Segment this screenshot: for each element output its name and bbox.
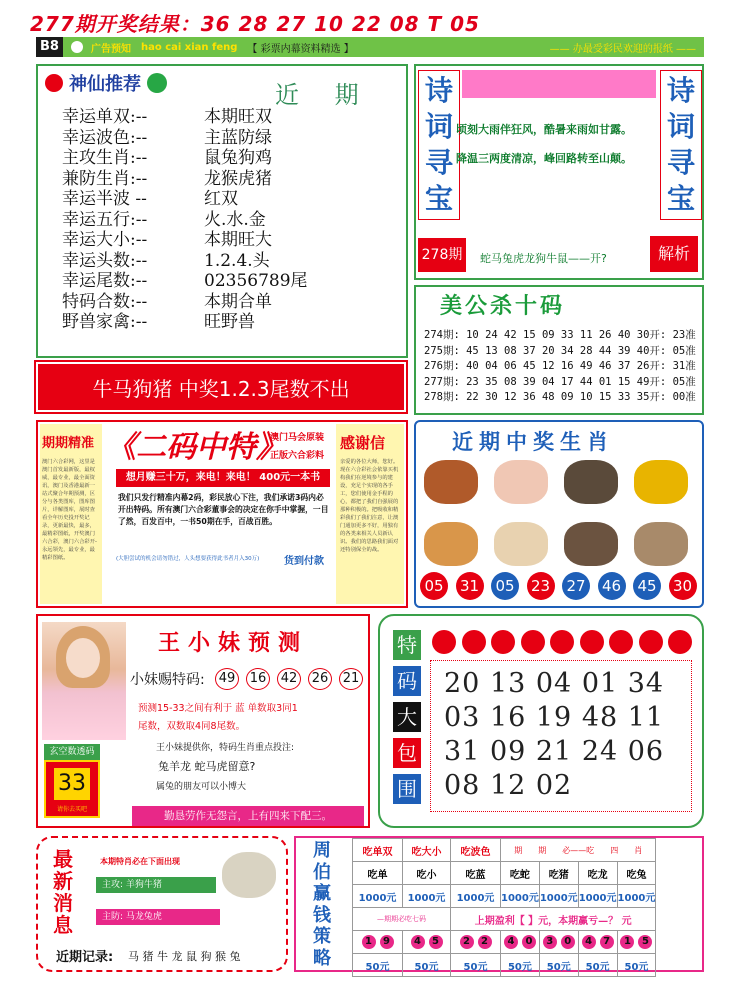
immortal-key: 幸运头数:-- (62, 250, 148, 271)
hamster-icon (424, 522, 478, 566)
zbo-ball-cell (353, 931, 403, 954)
wang-title: 王小妹预测 (158, 630, 309, 656)
zbo-head-cell: 吃波色 (451, 839, 501, 862)
horse-icon (424, 460, 478, 504)
twocode-main-title: 《二码中特》 (106, 430, 286, 465)
wang-p3: 王小妹提供你，特码生肖重点投注: (156, 743, 295, 753)
subtitle-label: 【 彩票内幕资料精选 】 (247, 43, 354, 55)
mystic-box (44, 760, 100, 818)
rabbit-icon (634, 522, 688, 566)
zbo-stake-cell: 50元 (451, 954, 501, 977)
news-title-char: 息 (53, 913, 73, 937)
immortal-row (62, 312, 392, 333)
news-title-char: 最 (53, 847, 73, 871)
news-fang: 主防: 马龙兔虎 (96, 909, 220, 925)
twocode-sub2: 正版六合彩料 (270, 451, 325, 461)
zbo-title-char: 策 (313, 926, 331, 947)
record-text: 马 猪 牛 龙 鼠 狗 猴 兔 (128, 950, 241, 963)
thanks-title: 感谢信 (340, 434, 386, 452)
tema-row: 20 13 04 01 34 (444, 668, 665, 699)
poem-line-1: 顷刻大雨伴狂风，酷暑来雨如甘露。 (456, 123, 632, 136)
tema-row: 03 16 19 48 11 (444, 702, 665, 733)
record-label: 近期记录: (56, 950, 114, 965)
tema-code: 42 (277, 668, 301, 690)
tema-row: 31 09 21 24 06 (444, 736, 665, 767)
zbo-head-part: 肖 (634, 845, 643, 855)
wang-p4: 兔羊龙 蛇马虎留意? (158, 760, 256, 773)
zbo-ball: 5 (638, 935, 652, 949)
green-dot-icon (147, 73, 167, 93)
kill-title: 美公杀十码 (440, 293, 566, 319)
tema-code: 21 (339, 668, 363, 690)
zbo-ball-cell (501, 931, 540, 954)
immortal-row (62, 210, 392, 231)
zbo-row (353, 931, 656, 954)
immortal-list (62, 107, 392, 333)
zbo-ball: 1 (362, 935, 376, 949)
avatar (42, 622, 126, 740)
news-title (50, 848, 76, 936)
zbo-head-part: 期 (514, 845, 523, 855)
zbo-ball: 2 (460, 935, 474, 949)
immortal-key: 幸运五行:-- (62, 209, 148, 230)
ox-icon (564, 460, 618, 504)
wang-p1: 预测15-33之间有利于 蓝 单数取3同1 (138, 703, 298, 714)
immortal-value: 本期旺大 (204, 230, 272, 250)
immortal-row (62, 107, 392, 128)
tema-code: 16 (246, 668, 270, 690)
kill-row: 274期: 10 24 42 15 09 33 11 26 40 30开: 23准 (424, 329, 696, 341)
immortal-value: 1.2.4.头 (204, 250, 270, 271)
kill-list (424, 328, 696, 406)
tema-code: 26 (308, 668, 332, 690)
riddle-text: 蛇马兔虎龙狗牛鼠——开? (480, 252, 607, 265)
zbo-ball: 2 (478, 935, 492, 949)
immortal-value: 本期旺双 (204, 107, 272, 127)
tema-row: 08 12 02 (444, 770, 573, 801)
twocode-promo: 想月赚三十万，来电！来电！ 400元一本书 (116, 469, 330, 487)
red-ball-icon (609, 630, 633, 654)
zbo-ball: 3 (543, 935, 557, 949)
immortal-value: 主蓝防绿 (204, 127, 272, 148)
poem-char: 宝 (666, 182, 695, 215)
immortal-key: 幸运半波 -- (62, 189, 147, 209)
zbo-title-char: 钱 (313, 904, 331, 926)
zbo-stake-cell: 50元 (501, 954, 540, 977)
poem-char: 宝 (424, 182, 453, 215)
kill-row: 275期: 45 13 08 37 20 34 28 44 39 40开: 05准 (424, 344, 696, 357)
kill-row: 276期: 40 04 06 45 12 16 49 46 37 26开: 31准 (424, 360, 696, 373)
zbo-amount-cell: 1000元 (617, 885, 656, 908)
immortal-row (62, 251, 392, 272)
zbo-ball: 5 (429, 935, 443, 949)
poem-char: 寻 (666, 146, 695, 179)
poem-char: 诗 (424, 74, 453, 107)
zbo-amount-cell: 1000元 (501, 885, 540, 908)
kill-row: 277期: 23 35 08 39 04 17 44 01 15 49开: 05准 (424, 375, 696, 388)
zbo-head-cell (501, 839, 656, 862)
zbo-ball: 4 (582, 935, 596, 949)
zbo-bet-cell: 吃蛇 (501, 862, 540, 885)
red-ball-icon (491, 630, 515, 654)
news-title-char: 消 (53, 891, 73, 915)
red-dot-icon (45, 74, 63, 92)
zbo-stake-cell: 50元 (353, 954, 403, 977)
immortal-value: 龙猴虎猪 (204, 168, 272, 189)
recent-label: 近 期 (275, 81, 373, 109)
immortal-value: 02356789尾 (204, 271, 308, 291)
news-title-char: 新 (53, 869, 73, 893)
zodiac-number-ball: 46 (598, 572, 626, 600)
face-icon (66, 638, 100, 678)
immortal-key: 野兽家禽:-- (62, 312, 148, 332)
zodiac-number-ball: 45 (633, 572, 661, 600)
immortal-row (62, 230, 392, 251)
immortal-key: 特码合数:-- (62, 291, 148, 312)
tema-side-char: 码 (393, 666, 421, 696)
twocode-sub1: 澳门马会原装 (270, 433, 325, 443)
zbo-amount-cell: 1000元 (353, 885, 403, 908)
zbo-bet-cell: 吃龙 (578, 862, 617, 885)
monkey-icon (564, 522, 618, 566)
dog-icon (494, 522, 548, 566)
explain-button[interactable]: 解析 (650, 236, 698, 272)
immortal-value: 红双 (204, 189, 238, 209)
circle-icon (71, 41, 83, 53)
zbo-head-part: 四 (610, 845, 619, 855)
zbo-ball-cell (617, 931, 656, 954)
twocode-footer2: 货到付款 (284, 556, 324, 567)
zbo-ball-cell (539, 931, 578, 954)
tema-rows (444, 667, 664, 803)
zbo-stake-cell: 50元 (403, 954, 451, 977)
zbo-amount-cell: 1000元 (578, 885, 617, 908)
zbo-stake-cell: 50元 (578, 954, 617, 977)
red-ball-icon (639, 630, 663, 654)
immortal-row (62, 271, 392, 292)
twocode-footer: (大胆尝试的机会请勿错过，人头想要获得此书者月入30万) (116, 556, 260, 562)
zbo-ball: 0 (522, 935, 536, 949)
zbo-bet-cell: 吃小 (403, 862, 451, 885)
zodiac-title: 近期中奖生肖 (452, 430, 614, 454)
zbo-head-cell: 吃单双 (353, 839, 403, 862)
zodiac-number-ball: 27 (562, 572, 590, 600)
dragon-icon (634, 460, 688, 504)
immortal-key: 幸运大小:-- (62, 230, 148, 250)
pinyin-label: hao cai xian feng (140, 41, 238, 53)
immortal-row (62, 189, 392, 210)
red-ball-icon (462, 630, 486, 654)
immortal-title (45, 70, 167, 96)
tema-side-char: 大 (393, 702, 421, 732)
immortal-row (62, 148, 392, 169)
zbo-ball-cell (578, 931, 617, 954)
zbo-title-char: 周 (313, 840, 331, 861)
immortal-title-text: 神仙推荐 (69, 74, 141, 95)
zbo-bet-cell: 吃蓝 (451, 862, 501, 885)
twocode-left-text: 澳门六合彩网，这里是澳门首发最新版，最权威，最专业，最全面资讯，澳门及香港最新一站式聚合年期预测，区分与各类图库，图库图片，详解图库，展时查看全年历史投开奖记录，更新最快，最多，最精彩图纸，开奖澳门六合彩，澳门六合彩开-永远领先，最专业，最精彩图纸。 (42, 459, 97, 561)
pink-block (462, 70, 656, 98)
zbo-head-part: 必——吃 (562, 845, 595, 855)
immortal-row (62, 128, 392, 149)
twocode-left-title: 期期精准 (42, 436, 95, 451)
immortal-value: 火.水.金 (204, 209, 266, 230)
zbo-ball: 4 (504, 935, 518, 949)
immortal-banner: 牛马狗猪 中奖1.2.3尾数不出 (36, 362, 406, 412)
zbo-ball-cell (451, 931, 501, 954)
red-ball-icon (432, 630, 456, 654)
zbo-ball: 1 (620, 935, 634, 949)
zbo-amount-cell: 1000元 (451, 885, 501, 908)
zbo-table-wrap (352, 838, 656, 977)
poem-char: 寻 (424, 146, 453, 179)
news-head: 本期特肖必在下面出现 (100, 857, 180, 866)
immortal-key: 兼防生肖:-- (62, 168, 148, 189)
zbo-row (353, 862, 656, 885)
immortal-row (62, 292, 392, 313)
twocode-body: 我们只发行精准内幕2码，彩民放心下注，我们承诺3码内必开出特码。所有澳门六合彩董事会的决定在你手中掌握，一目了然，百发百中，一书50期在手，百战百胜。 (118, 493, 329, 526)
mystic-label: 玄空数透码 (44, 744, 100, 760)
slogan: —— 办最受彩民欢迎的报纸 —— (549, 43, 696, 55)
zbo-amount-cell: 1000元 (539, 885, 578, 908)
zodiac-number-ball: 05 (420, 572, 448, 600)
tema-code: 49 (215, 668, 239, 690)
zbo-row (353, 885, 656, 908)
zbo-row (353, 839, 656, 862)
immortal-key: 主攻生肖:-- (62, 148, 148, 168)
tema-label: 小妹赐特码: (130, 672, 205, 688)
zbo-amount-cell: 1000元 (403, 885, 451, 908)
zbo-title (308, 840, 336, 969)
zbo-note2: 上期盈利【 】元，本期赢亏—？ 元 (451, 908, 656, 931)
tema-side-char: 围 (393, 774, 421, 804)
poem-char: 词 (666, 110, 695, 143)
zbo-title-char: 伯 (313, 861, 331, 883)
zodiac-number-ball: 30 (669, 572, 697, 600)
zodiac-number-ball: 31 (456, 572, 484, 600)
zbo-ball: 9 (380, 935, 394, 949)
poem-char: 诗 (666, 74, 695, 107)
zbo-ball: 4 (411, 935, 425, 949)
result-header: 277期开奖结果：36 28 27 10 22 08 T 05 (30, 12, 480, 36)
tema-side-char: 包 (393, 738, 421, 768)
thanks-text: 亲爱的各位大师，您好。现在六合彩社会依靠买机构我们在逆境参与的建设，充足个实现的各手工，您们使用金手程的心，都把了我们自强展的那种积极的。把吸收和精彩我们了我们注意，让澳门通加更多不好，用独有的各类来相关人员新认识。我们的思路我们面对还特别保全的战。 (340, 459, 399, 553)
immortal-key: 幸运单双:-- (62, 107, 148, 127)
zbo-head-cell: 吃大小 (403, 839, 451, 862)
immortal-value: 鼠兔狗鸡 (204, 148, 272, 168)
immortal-row (62, 169, 392, 190)
zbo-ball: 7 (600, 935, 614, 949)
period-tag: 278期 (418, 238, 466, 272)
zbo-note1: —期期必吃七码 (353, 908, 451, 931)
zbo-ball-cell (403, 931, 451, 954)
immortal-value: 旺野兽 (204, 312, 255, 332)
page-code: B8 (36, 37, 63, 57)
red-ball-icon (668, 630, 692, 654)
zodiac-number-ball: 23 (527, 572, 555, 600)
zbo-row (353, 908, 656, 931)
zbo-ball: 0 (561, 935, 575, 949)
zbo-row (353, 954, 656, 977)
zbo-table (352, 838, 656, 977)
zbo-stake-cell: 50元 (539, 954, 578, 977)
poem-char: 词 (424, 110, 453, 143)
mystic-sub: 请你去买吧 (56, 806, 87, 813)
zbo-head-part: 期 (538, 845, 547, 855)
zbo-title-char: 赢 (313, 883, 331, 904)
ad-label: 广告预知 (90, 43, 131, 55)
red-ball-icon (580, 630, 604, 654)
zbo-bet-cell: 吃兔 (617, 862, 656, 885)
poem-right-col (660, 70, 702, 220)
news-main: 主攻: 羊狗牛猪 (96, 877, 216, 893)
zbo-bet-cell: 吃猪 (539, 862, 578, 885)
wang-p5: 属兔的朋友可以小博大 (156, 782, 247, 792)
poem-line-2: 降温三两度清凉，峰回路转至山颠。 (456, 152, 632, 165)
zbo-title-char: 略 (313, 947, 331, 969)
wang-footer: 勤恳劳作无怨言，上有四来下配三。 (132, 806, 364, 826)
immortal-key: 幸运尾数:-- (62, 271, 148, 291)
red-ball-icon (521, 630, 545, 654)
poem-left-col (418, 70, 460, 220)
mystic-number: 33 (54, 768, 90, 800)
red-ball-icon (550, 630, 574, 654)
kill-row: 278期: 22 30 12 36 48 09 10 15 33 35开: 00准 (424, 391, 696, 404)
sheep-icon (222, 852, 276, 898)
zbo-stake-cell: 50元 (617, 954, 656, 977)
pig-icon (494, 460, 548, 504)
top-bar (36, 37, 704, 57)
wang-p2: 尾数，双数取4同8尾数。 (138, 721, 246, 732)
immortal-value: 本期合单 (204, 291, 272, 312)
tema-side-char: 特 (393, 630, 421, 660)
zbo-bet-cell: 吃单 (353, 862, 403, 885)
zodiac-number-ball: 05 (491, 572, 519, 600)
immortal-key: 幸运波色:-- (62, 127, 148, 148)
